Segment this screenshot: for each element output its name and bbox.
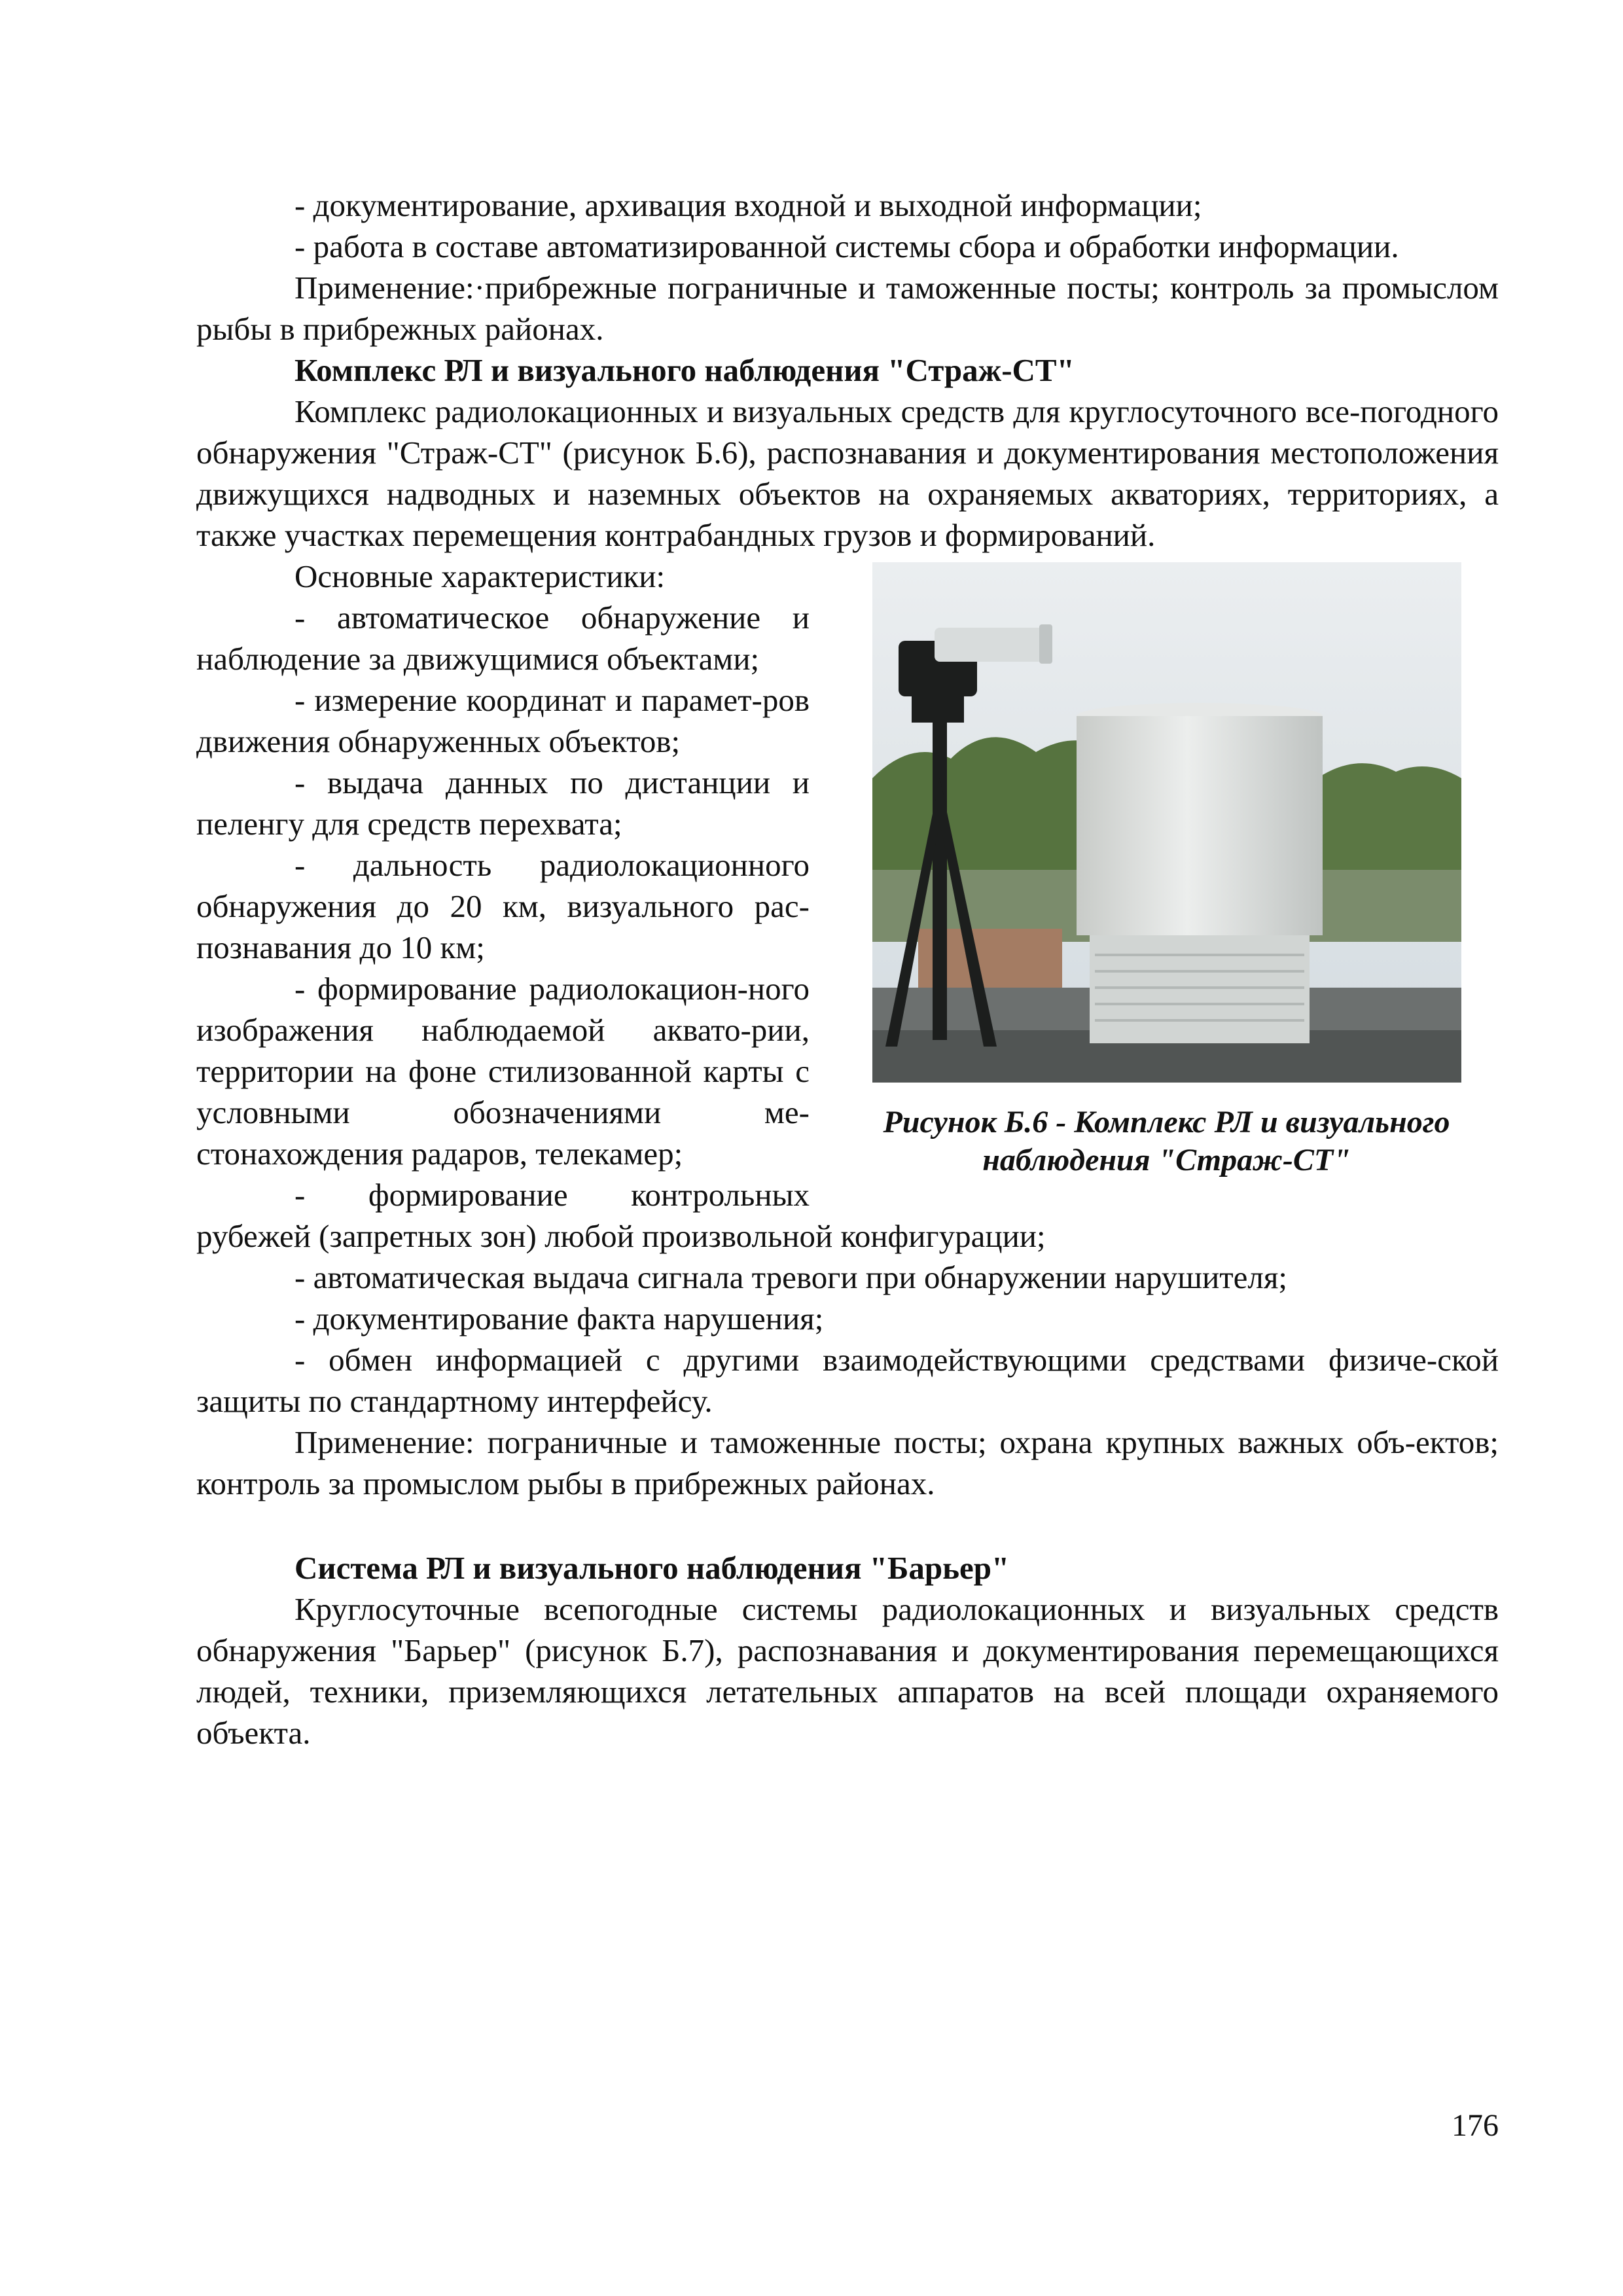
list-item: - формирование радиолокацион-ного изображения наблюдаемой аквато-рии, территории на фоне стилизованной карты с условными обозначениями ме-стонахождения радаров, телекамер; — [196, 971, 810, 1172]
figure-caption: Рисунок Б.6 - Комплекс РЛ и визуального наблюдения "Страж-СТ" — [883, 1105, 1450, 1177]
list-item: - дальность радиолокационного обнаружения до 20 км, визуального рас-познавания до 10 км; — [196, 847, 810, 965]
list-item: - документирование факта нарушения; — [294, 1300, 824, 1336]
characteristics-label: Основные характеристики: — [294, 558, 666, 594]
list-item: - выдача данных по дистанции и пеленгу для средств перехвата; — [196, 764, 810, 842]
heading-barrier: Система РЛ и визуального наблюдения "Барьер" — [294, 1550, 1010, 1586]
paragraph-application: Применение:·прибрежные пограничные и таможенные посты; контроль за промыслом рыбы в прибрежных районах. — [196, 270, 1499, 347]
paragraph-strazh-intro: Комплекс радиолокационных и визуальных средств для круглосуточного все-погодного обнаружения "Страж-СТ" (рисунок Б.6), распознавания и документирования местоположения движущихся надводных и наземных объектов на охраняемых акваториях, территориях, а также участках перемещения контрабандных грузов и формирований. — [196, 393, 1499, 553]
spacer — [196, 1504, 1499, 1547]
figure-photo — [872, 562, 1461, 1083]
list-item: - автоматическое обнаружение и наблюдение за движущимися объектами; — [196, 600, 810, 677]
body-text — [196, 185, 1499, 1753]
page-number: 176 — [1452, 2108, 1499, 2143]
radar-dome-icon — [1077, 703, 1323, 1043]
list-item: - формирование контрольных рубежей (запретных зон) любой произвольной конфигурации; — [196, 1177, 1046, 1254]
list-item: - автоматическая выдача сигнала тревоги при обнаружении нарушителя; — [294, 1259, 1288, 1295]
paragraph-barrier-intro: Круглосуточные всепогодные системы радиолокационных и визуальных средств обнаружения "Барьер" (рисунок Б.7), распознавания и документирования перемещающихся людей, техники, приземляющихся летательных аппаратов на всей площади охраняемого объекта. — [196, 1591, 1499, 1751]
list-item: - документирование, архивация входной и выходной информации; — [294, 187, 1202, 223]
list-item: - обмен информацией с другими взаимодействующими средствами физиче-ской защиты по стандартному интерфейсу. — [196, 1342, 1499, 1419]
camera-icon — [935, 624, 1052, 664]
paragraph-strazh-application: Применение: пограничные и таможенные посты; охрана крупных важных объ-ектов; контроль за промыслом рыбы в прибрежных районах. — [196, 1424, 1499, 1501]
heading-strazh: Комплекс РЛ и визуального наблюдения "Страж-СТ" — [294, 352, 1075, 388]
figure-strazh — [834, 558, 1499, 1179]
list-item: - работа в составе автоматизированной системы сбора и обработки информации. — [294, 228, 1399, 264]
list-item: - измерение координат и парамет-ров движения обнаруженных объектов; — [196, 682, 810, 759]
